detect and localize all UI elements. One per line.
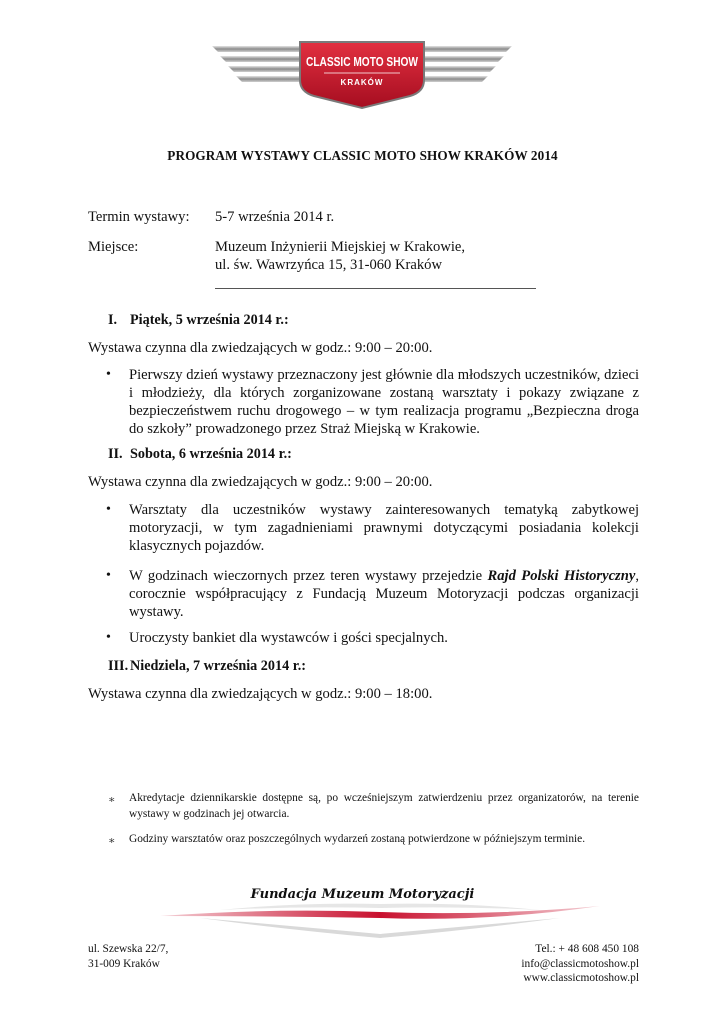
section-1-number: I.: [108, 312, 118, 328]
section-2-number: II.: [108, 446, 123, 462]
section-3-title: Niedziela, 7 września 2014 r.:: [130, 658, 306, 674]
section-1-title: Piątek, 5 września 2014 r.:: [130, 312, 289, 328]
place-line2: ul. św. Wawrzyńca 15, 31-060 Kraków: [215, 257, 443, 273]
section-2-title: Sobota, 6 września 2014 r.:: [130, 446, 292, 462]
logo-city-text: KRAKÓW: [340, 78, 384, 87]
logo-badge: [300, 42, 424, 108]
term-value: 5-7 września 2014 r.: [215, 209, 335, 225]
bullet-icon: •: [106, 568, 111, 583]
rajd-polski-historyczny: Rajd Polski Historyczny: [487, 568, 636, 584]
asterisk-icon: ∗: [108, 835, 116, 847]
section-3-number: III.: [108, 658, 129, 674]
section-2-heading: [108, 446, 292, 463]
website-address: www.classicmotoshow.pl: [523, 972, 639, 984]
note-2: Godziny warsztatów oraz poszczególnych wydarzeń zostaną potwierdzone w późniejszym terminie.: [129, 833, 586, 845]
page-title: PROGRAM WYSTAWY CLASSIC MOTO SHOW KRAKÓW 2014: [167, 148, 558, 163]
bullet-icon: •: [106, 367, 111, 382]
footer-swoosh: [160, 896, 600, 940]
section-1-hours: Wystawa czynna dla zwiedzających w godz.: 9:00 – 20:00.: [88, 340, 433, 356]
email-address: info@classicmotoshow.pl: [521, 957, 639, 970]
section-3-heading: [108, 658, 306, 675]
address-line-2: 31-009 Kraków: [88, 957, 160, 970]
section-2-bullet-1: Warsztaty dla uczestników wystawy zainteresowanych tematyką zabytkowej motoryzacji, w tym zagadnieniami prawnymi dotyczącymi posiadania kolekcji klasycznych pojazdów.: [129, 502, 639, 554]
bullet-2-text-after: , corocznie współpracujący z Fundacją Muzeum Motoryzacji podczas organizacji wystawy.: [129, 568, 639, 620]
footer-contact: [521, 942, 639, 986]
address-line-1: ul. Szewska 22/7,: [88, 943, 169, 955]
term-label: Termin wystawy:: [88, 209, 190, 225]
place-label: Miejsce:: [88, 239, 139, 255]
bullet-icon: •: [106, 630, 111, 645]
classic-moto-show-logo: [212, 40, 512, 110]
phone-number: Tel.: + 48 608 450 108: [535, 943, 639, 955]
section-3-hours: Wystawa czynna dla zwiedzających w godz.: 9:00 – 18:00.: [88, 686, 433, 702]
asterisk-icon: ∗: [108, 794, 116, 806]
foundation-name: Fundacja Muzeum Motoryzacji: [250, 887, 475, 902]
bullet-icon: •: [106, 502, 111, 517]
logo-brand-text: CLASSIC MOTO SHOW: [306, 54, 419, 69]
footer-address: [88, 942, 168, 971]
divider-line: [215, 288, 536, 289]
note-1: Akredytacje dziennikarskie dostępne są, po wcześniejszym zatwierdzeniu przez organizatorów, na terenie wystawy w godzinach jej otwarcia.: [129, 792, 639, 820]
section-2-hours: Wystawa czynna dla zwiedzających w godz.: 9:00 – 20:00.: [88, 474, 433, 490]
place-line1: Muzeum Inżynierii Miejskiej w Krakowie,: [215, 239, 466, 255]
bullet-2-text-before: W godzinach wieczornych przez teren wystawy przejedzie: [129, 568, 488, 584]
section-2-bullet-2: [129, 567, 639, 621]
section-1-bullet-1: Pierwszy dzień wystawy przeznaczony jest głównie dla młodszych uczestników, dzieci i młodzieży, dla których zorganizowane zostaną warsztaty i pokazy związane z bezpieczeństwem ruchu drogowego – w tym realizacja programu „Bezpieczna droga do szkoły” prowadzonego przez Straż Miejską w Krakowie.: [129, 367, 639, 437]
section-1-heading: [108, 312, 289, 329]
section-2-bullet-3: Uroczysty bankiet dla wystawców i gości specjalnych.: [129, 630, 448, 646]
